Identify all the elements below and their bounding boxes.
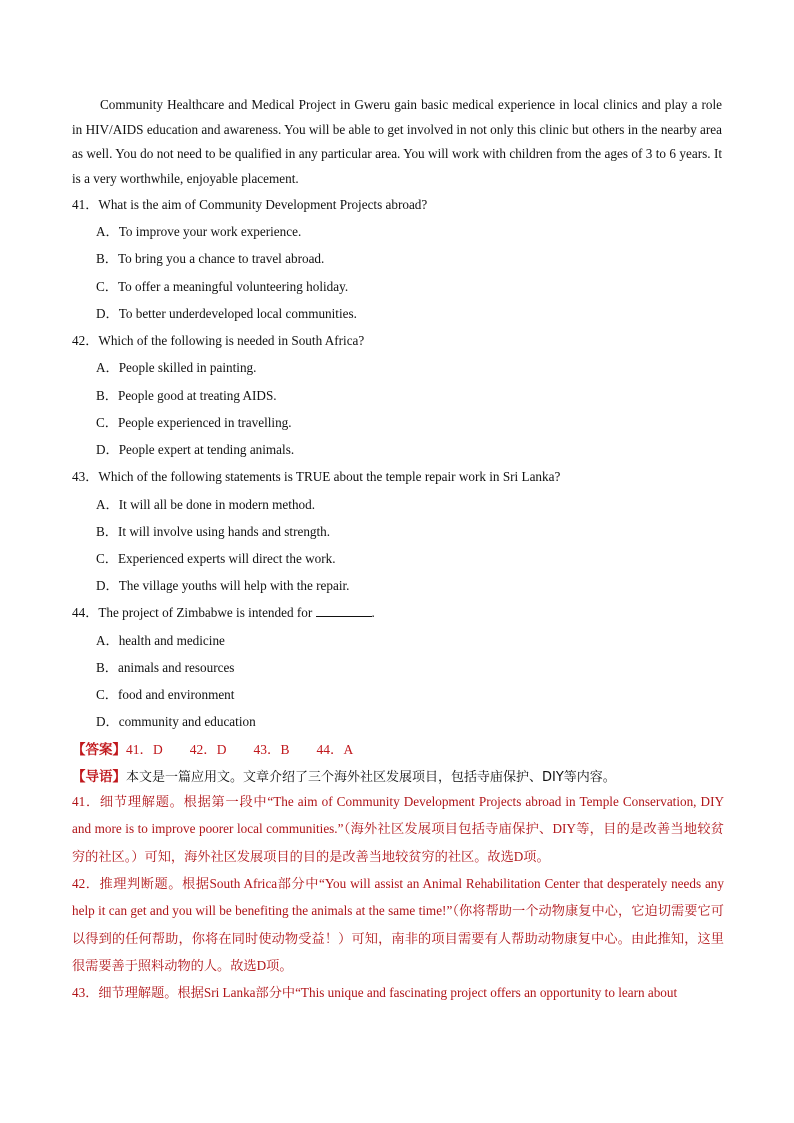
passage-paragraph: Community Healthcare and Medical Project in Gweru gain basic medical experience in local clinics and play a role in HIV/AIDS education and awareness. You will be able to get involved in not only this clinic but others in the nearby area as well. You do not need to be qualified in any particular area. You will work with children from the ages of 3 to 6 years. It is a very worthwhile, enjoyable placement. xyxy=(72,97,722,186)
question-42-option-a: A．People skilled in painting. xyxy=(96,360,257,375)
question-43-option-d: D．The village youths will help with the repair. xyxy=(96,578,350,593)
question-42-option-b: B．People good at treating AIDS. xyxy=(96,388,277,403)
question-41-option-d: D．To better underdeveloped local communities. xyxy=(96,306,357,321)
question-42-option-d: D．People expert at tending animals. xyxy=(96,442,295,457)
question-43-option-b: B．It will involve using hands and strength. xyxy=(96,524,331,539)
question-42-option-c: C．People experienced in travelling. xyxy=(96,415,292,430)
question-44-stem xyxy=(72,602,375,621)
question-44-stem-end: . xyxy=(371,605,375,620)
question-44-option-d: D．community and education xyxy=(96,714,256,729)
explanation-43: 43．细节理解题。根据Sri Lanka部分中“This unique and fascinating project offers an opportunity to learn about xyxy=(72,985,678,1000)
explanation-41: 41．细节理解题。根据第一段中“The aim of Community Development Projects abroad in Temple Conservation, DIY and more is to improve poorer local communities.”（海外社区发展项目包括寺庙保护、DIY等，目的是改善当地较贫穷的社区。）可知，海外社区发展项目的目的是改善当地较贫穷的社区。故选D项。 xyxy=(72,794,724,864)
answer-label: 【答案】 xyxy=(72,742,126,758)
answer-key: 41．D 42．D 43．B 44．A xyxy=(126,742,354,757)
guide-line xyxy=(72,765,616,785)
guide-label: 【导语】 xyxy=(72,769,126,785)
question-41-option-b: B．To bring you a chance to travel abroad. xyxy=(96,251,325,266)
explanation-42: 42．推理判断题。根据South Africa部分中“You will assist an Animal Rehabilitation Center that desperately needs any help it can get and you will be benefiting the animals at the same time!”（你将帮助一个动物康复中心，它迫切需要它可以得到的任何帮助，你将在同时使动物受益！）可知，南非的项目需要有人帮助动物康复中心。由此推知，这里很需要善于照料动物的人。故选D项。 xyxy=(72,876,724,973)
question-42-stem: 42．Which of the following is needed in South Africa? xyxy=(72,333,365,348)
answer-line xyxy=(72,738,353,758)
question-44-option-a: A．health and medicine xyxy=(96,633,225,648)
question-41-option-a: A．To improve your work experience. xyxy=(96,224,302,239)
question-43-option-a: A．It will all be done in modern method. xyxy=(96,497,316,512)
question-41-stem: 41．What is the aim of Community Development Projects abroad? xyxy=(72,197,428,212)
question-43-stem: 43．Which of the following statements is TRUE about the temple repair work in Sri Lanka? xyxy=(72,469,561,484)
answer-blank xyxy=(316,606,372,617)
question-43-option-c: C．Experienced experts will direct the work. xyxy=(96,551,336,566)
question-41-option-c: C．To offer a meaningful volunteering holiday. xyxy=(96,279,349,294)
question-44-option-c: C．food and environment xyxy=(96,687,235,702)
question-44-option-b: B．animals and resources xyxy=(96,660,235,675)
guide-text: 本文是一篇应用文。文章介绍了三个海外社区发展项目，包括寺庙保护、DIY等内容。 xyxy=(126,770,616,785)
question-44-stem-text: 44．The project of Zimbabwe is intended for xyxy=(72,605,316,620)
